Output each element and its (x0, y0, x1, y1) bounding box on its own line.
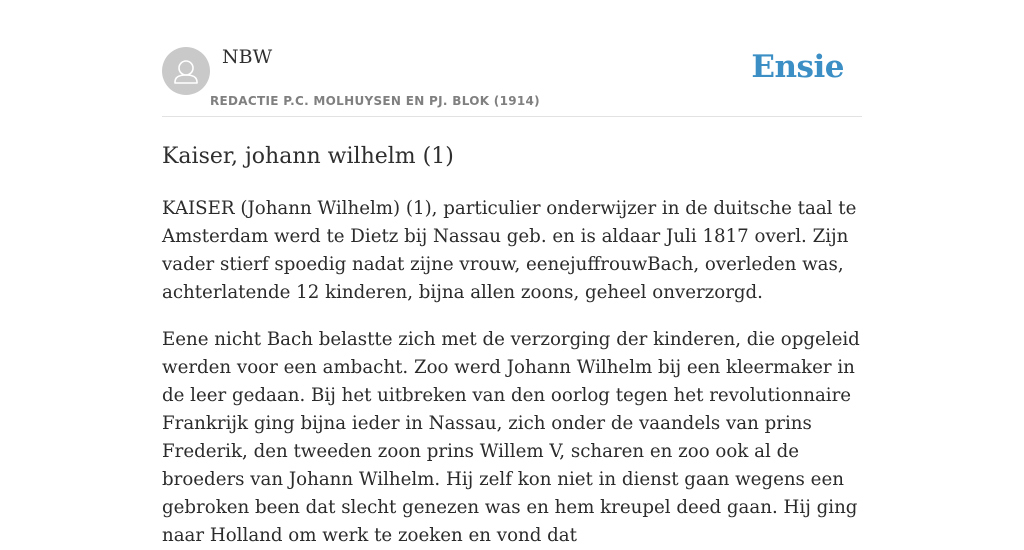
article-title: Kaiser, johann wilhelm (1) (162, 144, 454, 169)
user-icon (162, 47, 210, 95)
author-name[interactable]: NBW (222, 46, 273, 68)
article-card (162, 0, 862, 550)
avatar[interactable] (162, 47, 210, 95)
article-paragraph: KAISER (Johann Wilhelm) (1), particulier onderwijzer in de duitsche taal te Amsterdam werd te Dietz bij Nassau geb. en is aldaar Juli 1817 overl. Zijn vader stierf spoedig nadat zijne vrouw, eenejuffrouwBach, overleden was, achterlatende 12 kinderen, bijna allen zoons, geheel onverzorgd. (162, 198, 857, 303)
article-header (162, 0, 862, 117)
source-label: REDACTIE P.C. MOLHUYSEN EN PJ. BLOK (1914) (210, 94, 540, 108)
brand-logo[interactable]: Ensie (751, 49, 844, 85)
article-paragraph: Eene nicht Bach belastte zich met de verzorging der kinderen, die opgeleid werden voor een ambacht. Zoo werd Johann Wilhelm bij een kleermaker in de leer gedaan. Bij het uitbreken van den oorlog tegen het revolutionnaire Frankrijk ging bijna ieder in Nassau, zich onder de vaandels van prins Frederik, den tweeden zoon prins Willem V, scharen en zoo ook al de broeders van Johann Wilhelm. Hij zelf kon niet in dienst gaan wegens een gebroken been dat slecht genezen was en hem kreupel deed gaan. Hij ging naar Holland om werk te zoeken en vond dat (162, 329, 860, 546)
